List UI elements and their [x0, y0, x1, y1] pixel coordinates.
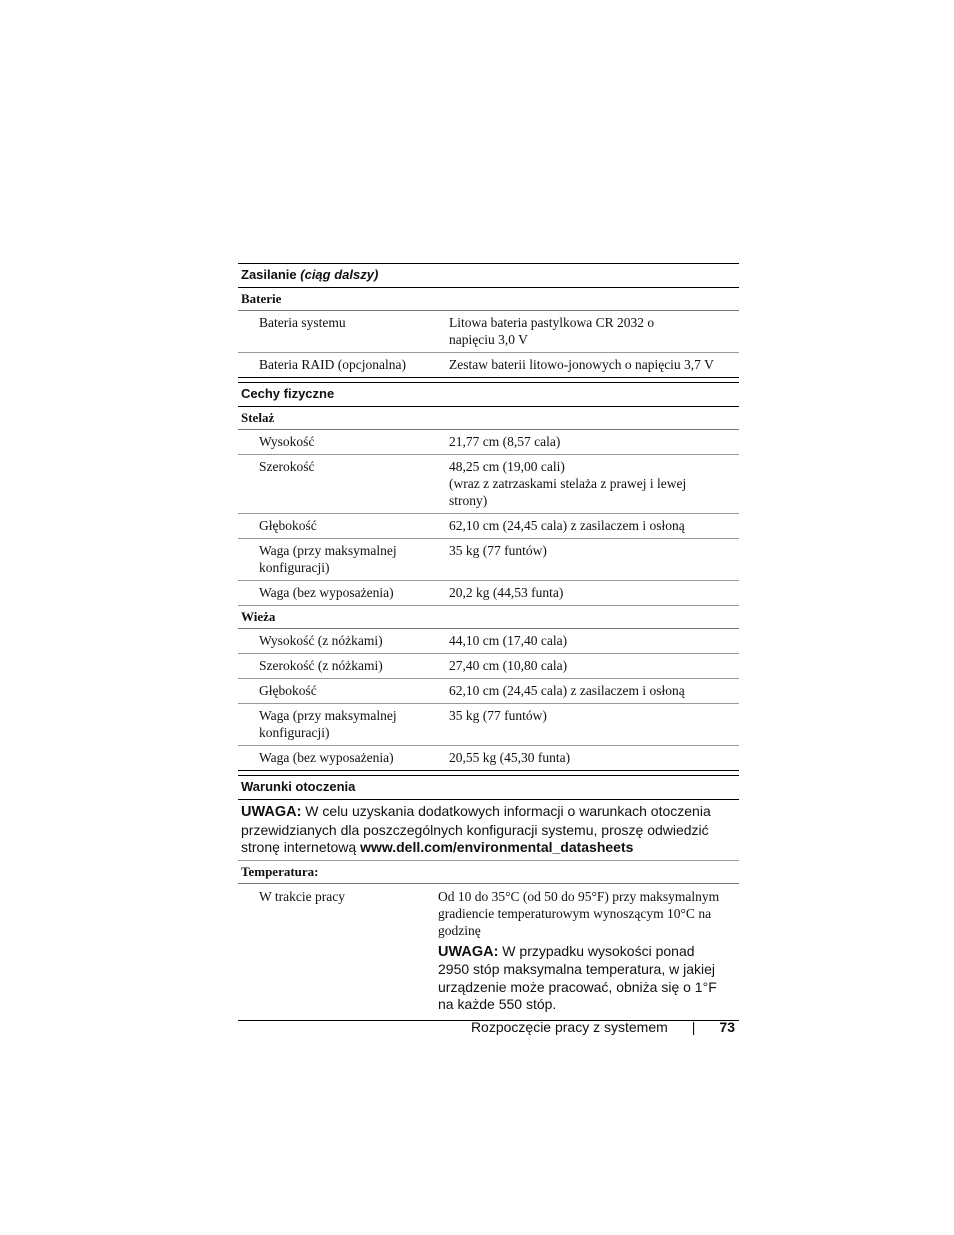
- table-row: [238, 884, 739, 1021]
- table-row: [238, 539, 739, 581]
- subheader-batteries: Baterie: [238, 288, 739, 311]
- row-value: 44,10 cm (17,40 cala): [449, 633, 568, 648]
- row-value-group: [449, 458, 739, 509]
- row-label: Głębokość: [259, 683, 317, 698]
- row-value: 27,40 cm (10,80 cala): [449, 658, 568, 673]
- row-label: W trakcie pracy: [259, 888, 345, 904]
- row-label: Waga (bez wyposażenia): [259, 750, 394, 765]
- subheader-rack: Stelaż: [238, 407, 739, 430]
- row-label: Bateria systemu: [259, 315, 346, 330]
- row-label: Waga (przy maksymalnej konfiguracji): [259, 708, 397, 740]
- row-label: Wysokość (z nóżkami): [259, 633, 383, 648]
- table-row: [238, 455, 739, 514]
- row-value: 35 kg (77 funtów): [449, 708, 547, 723]
- row-label: Wysokość: [259, 434, 315, 449]
- row-value: Litowa bateria pastylkowa CR 2032 o napięciu 3,0 V: [449, 315, 655, 347]
- row-value: 48,25 cm (19,00 cali): [449, 459, 565, 474]
- row-label: Szerokość (z nóżkami): [259, 658, 383, 673]
- row-label: Waga (przy maksymalnej konfiguracji): [259, 543, 397, 575]
- table-row: [238, 353, 739, 378]
- table-row: [238, 430, 739, 455]
- subheader-temperature: Temperatura:: [238, 861, 739, 884]
- row-label: Głębokość: [259, 518, 317, 533]
- table-row: [238, 629, 739, 654]
- section-header-power: [238, 263, 739, 288]
- spec-table: [238, 263, 739, 1021]
- footer-separator: |: [691, 1019, 696, 1035]
- section-header-physical: [238, 382, 739, 407]
- row-value-group: [438, 888, 739, 1014]
- row-label: Szerokość: [259, 459, 315, 474]
- note-url: www.dell.com/environmental_datasheets: [360, 839, 634, 855]
- row-label: Waga (bez wyposażenia): [259, 585, 394, 600]
- row-value: 21,77 cm (8,57 cala): [449, 434, 561, 449]
- note-block: [438, 943, 739, 1014]
- note-text: W celu uzyskania dodatkowych informacji o warunkach otoczenia przewidzianych dla poszczególnych konfiguracji systemu, proszę odwiedzić stronę internetową: [241, 803, 711, 855]
- section-header-environment: [238, 775, 739, 800]
- section-title: Cechy fizyczne: [241, 386, 335, 401]
- section-title: Warunki otoczenia: [241, 779, 356, 794]
- note-label: UWAGA:: [438, 943, 499, 960]
- row-value: 20,55 kg (45,30 funta): [449, 750, 571, 765]
- table-row: [238, 514, 739, 539]
- row-value: Od 10 do 35°C (od 50 do 95°F) przy maksymalnym gradiencie temperaturowym wynoszącym 10°C na godzinę: [438, 888, 720, 938]
- row-value: 62,10 cm (24,45 cala) z zasilaczem i osłoną: [449, 683, 685, 698]
- table-row: [238, 654, 739, 679]
- section-title: Zasilanie: [241, 267, 297, 282]
- section-title-suffix: (ciąg dalszy): [300, 267, 379, 282]
- table-row: [238, 746, 739, 771]
- note-text: W przypadku wysokości ponad 2950 stóp maksymalna temperatura, w jakiej urządzenie może pracować, obniża się o 1°F na każde 550 stóp.: [438, 942, 717, 1012]
- table-row: [238, 581, 739, 606]
- row-value: 62,10 cm (24,45 cala) z zasilaczem i osłoną: [449, 518, 685, 533]
- table-row: [238, 311, 739, 353]
- footer-chapter: Rozpoczęcie pracy z systemem: [470, 1019, 668, 1035]
- note-label: UWAGA:: [241, 804, 302, 820]
- table-row: [238, 679, 739, 704]
- note-block: [238, 800, 739, 861]
- row-value-note: (wraz z zatrzaskami stelaża z prawej i lewej strony): [449, 476, 687, 508]
- row-value: Zestaw baterii litowo-jonowych o napięciu 3,7 V: [449, 357, 714, 372]
- page-footer: [238, 1019, 739, 1035]
- subheader-tower: Wieża: [238, 606, 739, 629]
- row-value: 35 kg (77 funtów): [449, 543, 547, 558]
- page-number: 73: [719, 1019, 735, 1035]
- table-row: [238, 704, 739, 746]
- row-label: Bateria RAID (opcjonalna): [259, 357, 406, 372]
- row-value: 20,2 kg (44,53 funta): [449, 585, 564, 600]
